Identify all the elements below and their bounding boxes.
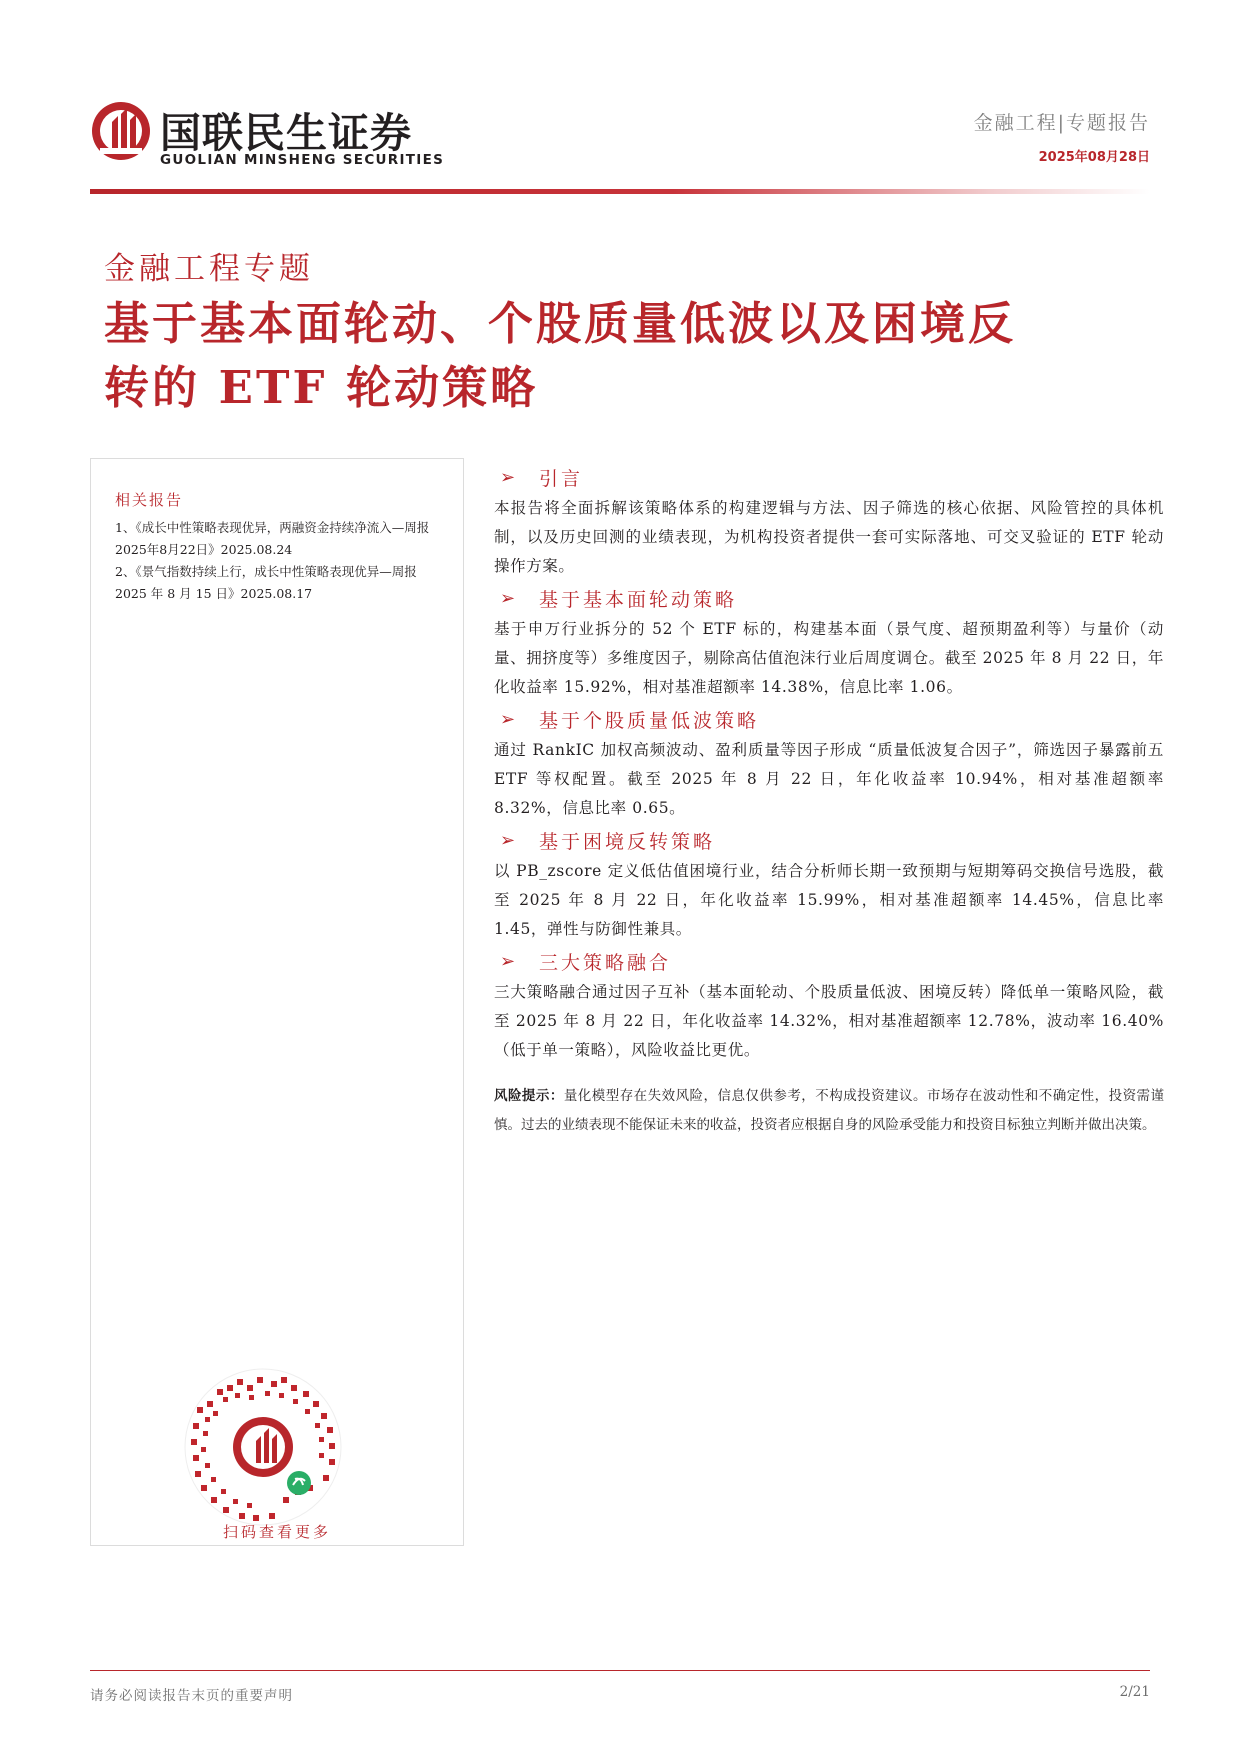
- section-body-intro: 本报告将全面拆解该策略体系的构建逻辑与方法、因子筛选的核心依据、风险管控的具体机制，以及历史回测的业绩表现，为机构投资者提供一套可实际落地、可交叉验证的 ETF 轮动操作方案。: [494, 499, 1164, 575]
- guolian-logo-icon: [90, 100, 152, 162]
- right-triangle-arrow-icon: ➢: [500, 951, 516, 972]
- brand-logo: [90, 100, 490, 175]
- report-title: [104, 292, 1164, 420]
- qr-code-icon[interactable]: [183, 1367, 343, 1527]
- section-heading-label: 引言: [539, 468, 584, 490]
- summary-content: [494, 462, 1164, 1069]
- series-title: 金融工程专题: [104, 251, 314, 287]
- section-heading-label: 基于基本面轮动策略: [539, 589, 738, 611]
- section-heading-label: 基于个股质量低波策略: [539, 710, 760, 732]
- related-report-item[interactable]: 2、《景气指数持续上行，成长中性策略表现优异—周报 2025 年 8 月 15 日》2025.08.17: [115, 564, 417, 601]
- report-title-line-2: 转的 ETF 轮动策略: [104, 361, 539, 414]
- report-category: 金融工程|专题报告: [973, 112, 1150, 134]
- brand-name-cn: 国联民生证券: [160, 109, 412, 157]
- qr-caption: 扫码查看更多: [222, 1523, 331, 1541]
- section-body-fusion: 三大策略融合通过因子互补（基本面轮动、个股质量低波、困境反转）降低单一策略风险，截至 2025 年 8 月 22 日，年化收益率 14.32%，相对基准超额率 12.78%，波动率 16.40%（低于单一策略），风险收益比更优。: [494, 983, 1164, 1059]
- report-title-line-1: 基于基本面轮动、个股质量低波以及困境反: [104, 297, 1017, 350]
- risk-warning-text: 量化模型存在失效风险，信息仅供参考，不构成投资建议。市场存在波动性和不确定性，投资需谨慎。过去的业绩表现不能保证未来的收益，投资者应根据自身的风险承受能力和投资目标独立判断并做出决策。: [494, 1088, 1165, 1133]
- section-body-fundamental: 基于申万行业拆分的 52 个 ETF 标的，构建基本面（景气度、超预期盈利等）与量价（动量、拥挤度等）多维度因子，剔除高估值泡沫行业后周度调仓。截至 2025 年 8 月 22 日，年化收益率 15.92%，相对基准超额率 14.38%，信息比率 1.06。: [494, 620, 1164, 696]
- page-number: 2/21: [1119, 1684, 1150, 1700]
- section-heading-intro: [494, 464, 1164, 494]
- section-heading-label: 三大策略融合: [539, 952, 672, 974]
- section-heading-label: 基于困境反转策略: [539, 831, 716, 853]
- risk-warning-label: 风险提示：: [494, 1088, 564, 1104]
- section-heading-fundamental: [494, 585, 1164, 615]
- right-triangle-arrow-icon: ➢: [500, 709, 516, 730]
- section-heading-quality-lowvol: [494, 706, 1164, 736]
- section-body-reversal: 以 PB_zscore 定义低估值困境行业，结合分析师长期一致预期与短期筹码交换信号选股，截至 2025 年 8 月 22 日，年化收益率 15.99%，相对基准超额率 14.45%，信息比率 1.45，弹性与防御性兼具。: [494, 862, 1164, 938]
- right-triangle-arrow-icon: ➢: [500, 830, 516, 851]
- brand-name-en: GUOLIAN MINSHENG SECURITIES: [160, 152, 445, 168]
- header-divider: [90, 189, 1150, 194]
- report-date: 2025年08月28日: [1038, 150, 1150, 165]
- sidebar-panel: [90, 458, 464, 1546]
- related-reports-list: [115, 517, 450, 605]
- right-triangle-arrow-icon: ➢: [500, 588, 516, 609]
- related-report-item[interactable]: 1、《成长中性策略表现优异，两融资金持续净流入—周报2025年8月22日》2025.08.24: [115, 520, 430, 557]
- related-reports-heading: 相关报告: [115, 491, 184, 509]
- right-triangle-arrow-icon: ➢: [500, 467, 516, 488]
- footer-divider: [90, 1670, 1150, 1671]
- section-heading-fusion: [494, 948, 1164, 978]
- risk-warning: [494, 1082, 1164, 1140]
- section-heading-reversal: [494, 827, 1164, 857]
- section-body-quality-lowvol: 通过 RankIC 加权高频波动、盈利质量等因子形成 “质量低波复合因子”，筛选因子暴露前五 ETF 等权配置。截至 2025 年 8 月 22 日，年化收益率 10.94%，相对基准超额率 8.32%，信息比率 0.65。: [494, 741, 1164, 817]
- footer-disclaimer: 请务必阅读报告末页的重要声明: [90, 1688, 293, 1704]
